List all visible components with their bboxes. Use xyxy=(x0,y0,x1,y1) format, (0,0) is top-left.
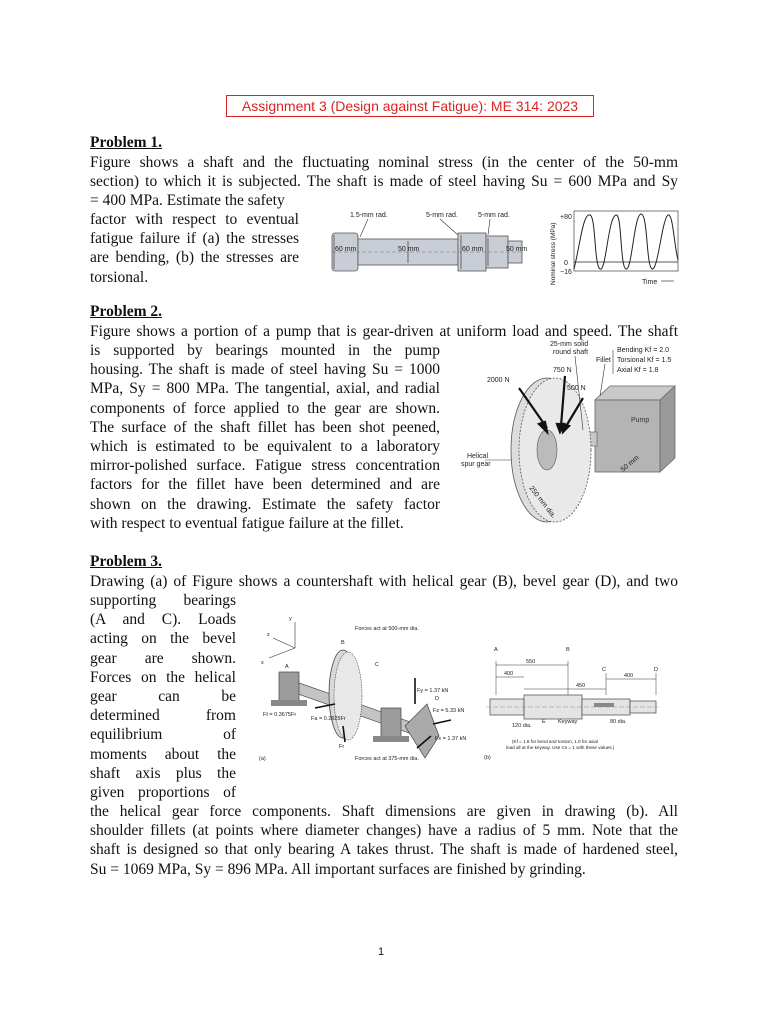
problem1-line: torsional. xyxy=(90,268,149,286)
page-number: 1 xyxy=(378,946,385,958)
problem2-figure xyxy=(455,340,680,532)
assignment-header: Assignment 3 (Design against Fatigue): ME 314: 2023 xyxy=(226,95,594,117)
gear-b-label: B xyxy=(566,647,570,653)
problem1-text xyxy=(90,153,678,211)
problem3-line: (A and C). Loads xyxy=(90,611,236,629)
dim-450: 450 xyxy=(576,683,586,689)
stress-tick-max: +80 xyxy=(560,214,572,221)
problem3-line: determined from xyxy=(90,707,236,725)
gear-d: D xyxy=(435,696,439,702)
problem2-line: MPa, Sy = 800 MPa. The tangential, axial, and radial xyxy=(90,380,440,398)
shaft-label-2: round shaft xyxy=(553,349,589,356)
fig1-label-fillet-1: 1.5-mm rad. xyxy=(350,212,388,219)
pump-label: Pump xyxy=(631,417,650,424)
bearing-c: C xyxy=(375,662,379,668)
bearing-a: A xyxy=(285,664,289,670)
dim-400-a: 400 xyxy=(504,671,514,677)
problem1-line: section) to which it is subjected. The shaft is made of steel having Su = 600 MPa and Sy xyxy=(90,173,678,191)
problem3-line: shaft is designed so that only bearing A takes thrust. The shaft is made of hardened steel, xyxy=(90,841,678,859)
helical-label-2: spur gear xyxy=(461,461,491,468)
bearing-a-label: A xyxy=(494,647,498,653)
problem3-side-text xyxy=(90,591,236,802)
figure-a-tag: (a) xyxy=(259,756,266,762)
problem1-line: factor with respect to eventual xyxy=(90,211,299,228)
problem3-line: equilibrium of xyxy=(90,726,236,744)
kf-torsional: Torsional Kf = 1.5 xyxy=(617,357,672,364)
problem1-side-text xyxy=(90,210,299,287)
force-fx: Fx = 1.37 kN xyxy=(435,736,467,742)
force-ft: Ft = 0.3675Fr xyxy=(263,712,297,718)
problem2-line: which is estimated to be equivalent to a laboratory xyxy=(90,437,440,455)
fig1-label-dia-2: 50 mm xyxy=(398,246,420,253)
stress-tick-zero: 0 xyxy=(564,260,568,267)
fig1-label-fillet-3: 5-mm rad. xyxy=(478,212,510,219)
problem1-title: Problem 1. xyxy=(90,134,163,151)
dim-120: 120 dia. xyxy=(512,723,532,729)
problem3-line: given proportions of xyxy=(90,783,236,801)
problem1-figure xyxy=(328,205,683,287)
kf-axial: Axial Kf = 1.8 xyxy=(617,367,659,374)
problem3-line: gear are shown. xyxy=(90,649,236,667)
problem3-bottom-text xyxy=(90,802,678,879)
force-fz: Fz = 5.33 kN xyxy=(433,708,465,714)
gear-b: B xyxy=(341,640,345,646)
problem1-line: fatigue failure if (a) the stresses xyxy=(90,230,299,248)
problem2-side-text xyxy=(90,341,440,533)
kf-note-2: load all at the keyway. Use Cs = 1 with these values.) xyxy=(506,745,615,750)
keyway-label: Keyway xyxy=(558,719,578,725)
stress-tick-min: −16 xyxy=(560,269,572,276)
problem1-line: = 400 MPa. Estimate the safety xyxy=(90,192,285,210)
problem2-line: with respect to eventual fatigue failure at the fillet. xyxy=(90,514,404,532)
bearing-c-label: C xyxy=(602,667,606,673)
problem3-figure-a xyxy=(255,608,475,768)
problem2-line: components of force applied to the gear are shown. xyxy=(90,399,440,417)
force-note-bottom: Forces act at 375-mm dia. xyxy=(355,756,419,762)
kf-bending: Bending Kf = 2.0 xyxy=(617,347,669,354)
problem3-text xyxy=(90,572,678,591)
dim-80: 80 dia. xyxy=(610,719,627,725)
fig1-label-dia-1: 60 mm xyxy=(335,246,357,253)
stress-time-label: Time xyxy=(642,279,658,286)
fig1-label-dia-4: 50 mm xyxy=(506,246,528,253)
problem2-line: housing. The shaft is made of steel having Su = 1000 xyxy=(90,361,440,379)
fig1-label-dia-3: 60 mm xyxy=(462,246,484,253)
kf-note-1: (Kf = 1.6 for bend and torsion, 1.0 for axial xyxy=(512,739,598,744)
axis-y: y xyxy=(289,616,292,622)
stress-plot-axes xyxy=(574,211,678,271)
point-e: E xyxy=(542,719,546,725)
force-750: 750 N xyxy=(553,367,572,374)
force-fa: Fa = 0.2625Fr xyxy=(311,716,346,722)
problem2-line: is supported by bearings mounted in the pump xyxy=(90,342,440,359)
gear-d-label: D xyxy=(654,667,658,673)
problem3-line: shaft axis plus the xyxy=(90,764,236,782)
problem3-line: gear can be xyxy=(90,687,236,705)
problem2-line: The surface of the shaft fillet has been shot peened, xyxy=(90,418,440,436)
dim-400-b: 400 xyxy=(624,673,634,679)
problem3-line: shoulder fillets (at points where diameter changes) have a radius of 5 mm. Note that the xyxy=(90,822,678,840)
dim-250mm: 250 mm dia. xyxy=(527,484,557,520)
axis-x: x xyxy=(261,660,264,666)
fig1-label-fillet-2: 5-mm rad. xyxy=(426,212,458,219)
problem3-line: supporting bearings xyxy=(90,592,236,609)
problem1-line: Figure shows a shaft and the fluctuating nominal stress (in the center of the 50-mm xyxy=(90,154,678,171)
force-fr: Fr xyxy=(339,744,345,750)
stress-axis-label: Nominal stress (MPa) xyxy=(550,222,557,285)
axis-z: z xyxy=(267,632,270,638)
problem2-line: Figure shows a portion of a pump that is gear-driven at uniform load and speed. The shaft xyxy=(90,323,678,340)
problem2-line: shown on the drawing. Estimate the safety factor xyxy=(90,495,440,513)
problem2-title: Problem 2. xyxy=(90,303,163,320)
shaft-label-1: 25-mm solid xyxy=(550,341,589,348)
problem3-line: Su = 1069 MPa, Sy = 896 MPa. All important surfaces are finished by grinding. xyxy=(90,860,586,878)
force-fy: Fy = 1.37 kN xyxy=(417,688,449,694)
dim-50mm: 50 mm xyxy=(619,454,641,474)
stress-waveform xyxy=(574,214,678,269)
dim-550: 550 xyxy=(526,659,536,665)
problem2-text xyxy=(90,322,678,341)
problem3-figure-b xyxy=(482,643,662,763)
problem3-title: Problem 3. xyxy=(90,553,163,570)
figure-b-tag: (b) xyxy=(484,755,491,761)
problem3-line: the helical gear force components. Shaft dimensions are given in drawing (b). All xyxy=(90,803,678,820)
fillet-label: Fillet xyxy=(596,357,611,364)
problem1-line: are bending, (b) the stresses are xyxy=(90,249,299,267)
problem2-line: mirror-polished surface. Fatigue stress concentration xyxy=(90,457,440,475)
force-500: 500 N xyxy=(567,385,586,392)
problem3-line: Forces on the helical xyxy=(90,668,236,686)
force-note-top: Forces act at 500-mm dia. xyxy=(355,626,419,632)
force-2000: 2000 N xyxy=(487,377,510,384)
problem3-line: Drawing (a) of Figure shows a countershaft with helical gear (B), bevel gear (D), and two xyxy=(90,573,678,590)
problem3-line: moments about the xyxy=(90,745,236,763)
helical-label-1: Helical xyxy=(467,453,489,460)
problem3-line: acting on the bevel xyxy=(90,630,236,648)
problem2-line: factors for the fillet have been determined and are xyxy=(90,476,440,494)
